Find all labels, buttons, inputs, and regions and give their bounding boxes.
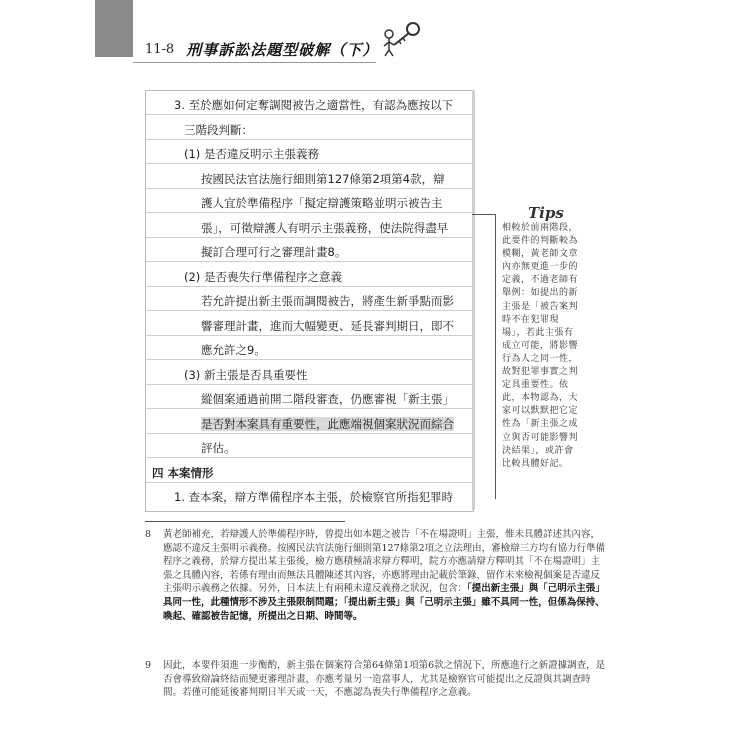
row-rule [146,114,473,115]
body-line: 擬訂合理可行之審理計畫8。 [201,245,347,259]
row-rule [146,433,473,434]
row-rule [146,286,473,287]
body-line: 三階段判斷： [184,123,253,137]
row-rule [146,359,473,360]
footnote-number: 8 [145,529,152,540]
row-rule [146,139,473,140]
body-line: (1) 是否違反明示主張義務 [184,147,319,161]
body-line: 評估。 [201,441,236,455]
content-box-edge [472,90,475,510]
page-header [145,36,378,62]
row-rule [146,163,473,164]
row-rule [146,212,473,213]
row-rule [146,457,473,458]
section-heading: 四 本案情形 [152,466,214,480]
row-rule [146,261,473,262]
page-number: 11-8 [145,41,175,57]
body-line: 響審理計畫，進而大幅變更、延長審判期日，即不 [201,319,454,333]
book-title: 刑事訴訟法題型破解（下） [186,40,379,59]
footnote-rule [145,521,345,522]
chapter-tab [95,0,133,57]
body-line: 若允許提出新主張而調閱被告，將產生新爭點而影 [201,294,454,308]
row-rule [146,188,473,189]
row-rule [146,482,473,483]
footnote-number: 9 [145,660,152,671]
body-line: 張」，可徵辯護人有明示主張義務，使法院得盡早 [201,221,449,235]
key-figure-icon [381,18,423,58]
body-line: 3. 至於應如何定奪調閱被告之適當性，有認為應按以下 [174,98,454,112]
row-rule [146,408,473,409]
header-rule [133,62,376,63]
tips-side-rule [495,214,496,499]
row-rule [146,310,473,311]
row-rule [146,237,473,238]
row-rule [146,384,473,385]
tips-body: 相較於前兩階段，此要件的判斷較為模糊，黃老師文章內亦無更進一步的定義，不過老師有舉例：如提出的新主張是「被告案判時不在犯罪現場」，若此主張有成立可能，將影響行為人之同一性，故對犯罪事實之判定具重要性。依此，本物認為，大家可以默默把它定性為「新主張之成立與否可能影響判決結果」，或許會比較具體好記。 [502,223,579,469]
body-line-highlight: 是否對本案具有重要性，此應端視個案狀況而綜合 [201,417,454,431]
tips-title: Tips [528,204,564,222]
footnote-8 [145,528,607,623]
footnote-text: 黃老師補充，若辯護人於準備程序時，曾提出如本題之被告「不在場證明」主張，惟未具體詳述其內容，應認不違反主張明示義務。按國民法官法施行細則第127條第2項之立法理由，審檢辯三方均有協力行準備程序之義務，於辯方提出某主張後，檢方應積極請求辯方釋明，院方亦應請辯方釋明其「不在場證明」主張之具體內容，若係有理由而無法具體陳述其內容，亦應將理由記載於筆錄，留作未來檢視個案是否違反主張明示義務之依據。另外，日本法上有兩種未違反義務之狀況，包含： [163,529,606,595]
footnote-9 [145,659,607,700]
row-rule [146,335,473,336]
body-line: 應允許之9。 [201,343,266,357]
body-line: 護人宜於準備程序「擬定辯護策略並明示被告主 [201,196,443,210]
body-line: (2) 是否喪失行準備程序之意義 [184,270,342,284]
body-line: 按國民法官法施行細則第127條第2項第4款，辯 [201,172,445,186]
body-line: 1. 查本案，辯方準備程序本主張，於檢察官所指犯罪時 [174,490,454,504]
body-line: (3) 新主張是否具重要性 [184,368,308,382]
footnote-bold-text: 「提出新主張」與「己明示主張」具同一性，此種情形不涉及主張限制問題；「提出新主張」與「己明示主張」雖不具同一性，但係為保持、喚起、確認被告記憶，所提出之日期、時間等。 [163,583,605,622]
footnote-text: 因此，本要件須進一步衡酌，新主張在個案符合第64條第1項第6款之情況下，所應進行之新證據調查，是否會導致辯論終結而變更審理計畫，亦應考量另一造當事人，尤其是檢察官可能提出之反證與其調查時間。若僅可能延後審判期日半天或一天，不應認為喪失行準備程序之意義。 [163,660,606,699]
tips-connector [472,214,496,215]
body-line: 縱個案通過前開二階段審查，仍應審視「新主張」 [201,392,454,406]
